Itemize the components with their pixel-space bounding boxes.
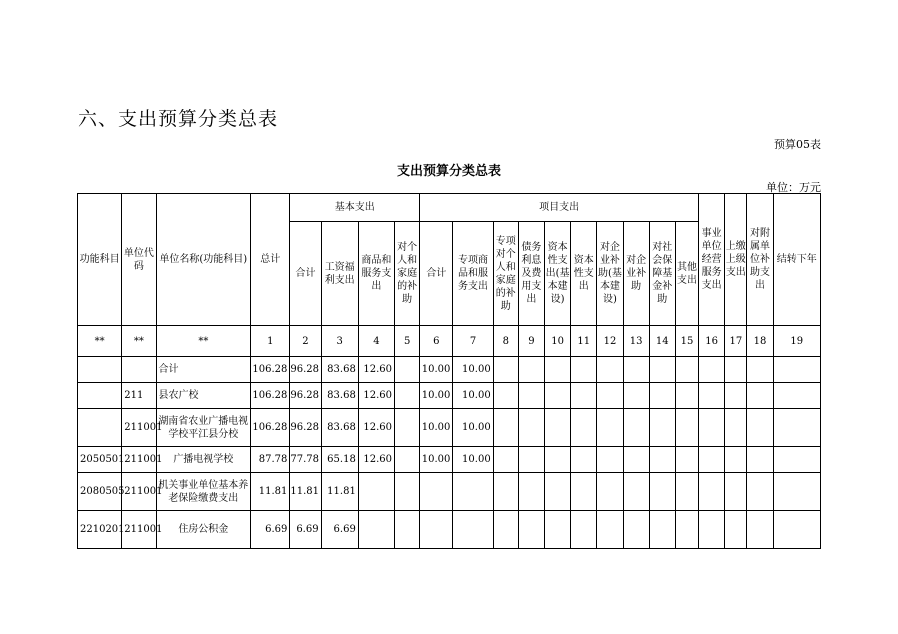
- table-row: [78, 473, 821, 511]
- value-cell: [725, 473, 747, 511]
- value-cell: [395, 511, 420, 549]
- value-cell: [518, 447, 544, 473]
- header-goods: 商品和服务支出: [358, 222, 394, 326]
- value-cell: 96.28: [290, 409, 321, 447]
- value-cell: 12.60: [358, 357, 394, 383]
- unit-label: 单位：万元: [766, 181, 821, 194]
- value-cell: [545, 383, 571, 409]
- value-cell: [699, 409, 725, 447]
- value-cell: [518, 511, 544, 549]
- index-cell: 11: [571, 326, 597, 357]
- value-cell: [773, 357, 820, 383]
- value-cell: 10.00: [420, 357, 453, 383]
- value-cell: 6.69: [251, 511, 290, 549]
- header-debt: 债务利息及费用支出: [518, 222, 544, 326]
- unit-name-cell: 合计: [156, 357, 251, 383]
- value-cell: [649, 447, 675, 473]
- index-cell: 3: [321, 326, 358, 357]
- header-proj-personal: 专项对个人和家庭的补助: [493, 222, 518, 326]
- header-wages: 工资福利支出: [321, 222, 358, 326]
- value-cell: 10.00: [420, 409, 453, 447]
- value-cell: [395, 473, 420, 511]
- header-basic: 基本支出: [290, 194, 420, 222]
- value-cell: [545, 409, 571, 447]
- index-cell: **: [156, 326, 251, 357]
- unit-code-cell: 211001: [122, 473, 156, 511]
- table-row: [78, 511, 821, 549]
- header-other: 其他支出: [675, 222, 698, 326]
- index-cell: 1: [251, 326, 290, 357]
- index-cell: 13: [623, 326, 649, 357]
- header-capital: 资本性支出: [571, 222, 597, 326]
- header-row-1: [78, 194, 821, 222]
- value-cell: [493, 357, 518, 383]
- index-row: [78, 326, 821, 357]
- value-cell: [773, 383, 820, 409]
- header-proj-total: 合计: [420, 222, 453, 326]
- value-cell: 65.18: [321, 447, 358, 473]
- index-cell: **: [78, 326, 122, 357]
- value-cell: [493, 383, 518, 409]
- value-cell: [493, 473, 518, 511]
- value-cell: [623, 409, 649, 447]
- value-cell: 11.81: [251, 473, 290, 511]
- unit-code-cell: 211: [122, 383, 156, 409]
- value-cell: 12.60: [358, 409, 394, 447]
- value-cell: 10.00: [453, 409, 493, 447]
- index-cell: 17: [725, 326, 747, 357]
- table-row: [78, 447, 821, 473]
- value-cell: [773, 511, 820, 549]
- value-cell: [571, 473, 597, 511]
- value-cell: [358, 473, 394, 511]
- unit-name-cell: 县农广校: [156, 383, 251, 409]
- value-cell: [747, 447, 773, 473]
- value-cell: [675, 511, 698, 549]
- value-cell: [597, 409, 623, 447]
- index-cell: 5: [395, 326, 420, 357]
- value-cell: 6.69: [290, 511, 321, 549]
- value-cell: [518, 357, 544, 383]
- value-cell: [571, 357, 597, 383]
- value-cell: 83.68: [321, 409, 358, 447]
- value-cell: [725, 357, 747, 383]
- value-cell: [518, 383, 544, 409]
- value-cell: [453, 511, 493, 549]
- value-cell: [493, 511, 518, 549]
- func-code-cell: 2080505: [78, 473, 122, 511]
- value-cell: [649, 511, 675, 549]
- unit-name-cell: 机关事业单位基本养老保险缴费支出: [156, 473, 251, 511]
- header-project: 项目支出: [420, 194, 699, 222]
- value-cell: 10.00: [453, 447, 493, 473]
- header-business: 事业单位经营服务支出: [699, 194, 725, 326]
- header-capital-build: 资本性支出(基本建设): [545, 222, 571, 326]
- index-cell: 6: [420, 326, 453, 357]
- value-cell: [545, 447, 571, 473]
- value-cell: [518, 409, 544, 447]
- value-cell: 10.00: [420, 447, 453, 473]
- value-cell: 11.81: [321, 473, 358, 511]
- unit-code-cell: [122, 357, 156, 383]
- budget-table: [77, 193, 821, 549]
- index-cell: 4: [358, 326, 394, 357]
- value-cell: [649, 409, 675, 447]
- unit-name-cell: 住房公积金: [156, 511, 251, 549]
- header-unit-name: 单位名称(功能科目): [156, 194, 251, 326]
- index-cell: 9: [518, 326, 544, 357]
- value-cell: [395, 409, 420, 447]
- index-cell: **: [122, 326, 156, 357]
- value-cell: [675, 383, 698, 409]
- value-cell: 10.00: [453, 383, 493, 409]
- value-cell: [773, 409, 820, 447]
- index-cell: 16: [699, 326, 725, 357]
- value-cell: 87.78: [251, 447, 290, 473]
- value-cell: 96.28: [290, 383, 321, 409]
- index-cell: 14: [649, 326, 675, 357]
- value-cell: [420, 473, 453, 511]
- value-cell: [545, 511, 571, 549]
- value-cell: [493, 409, 518, 447]
- value-cell: [597, 447, 623, 473]
- value-cell: 10.00: [453, 357, 493, 383]
- value-cell: [493, 447, 518, 473]
- value-cell: [747, 357, 773, 383]
- unit-code-cell: 211001: [122, 409, 156, 447]
- value-cell: [571, 409, 597, 447]
- value-cell: [725, 511, 747, 549]
- value-cell: [597, 511, 623, 549]
- func-code-cell: [78, 383, 122, 409]
- func-code-cell: 2210201: [78, 511, 122, 549]
- value-cell: 106.28: [251, 383, 290, 409]
- value-cell: [571, 447, 597, 473]
- value-cell: [747, 511, 773, 549]
- header-subsidiary: 对附属单位补助支出: [747, 194, 773, 326]
- value-cell: 106.28: [251, 357, 290, 383]
- header-unit-code: 单位代码: [122, 194, 156, 326]
- value-cell: [453, 473, 493, 511]
- unit-code-cell: 211001: [122, 511, 156, 549]
- index-cell: 2: [290, 326, 321, 357]
- value-cell: [571, 383, 597, 409]
- value-cell: [395, 447, 420, 473]
- value-cell: 12.60: [358, 383, 394, 409]
- value-cell: [773, 447, 820, 473]
- value-cell: [358, 511, 394, 549]
- value-cell: [545, 357, 571, 383]
- value-cell: [699, 357, 725, 383]
- value-cell: [725, 383, 747, 409]
- value-cell: 6.69: [321, 511, 358, 549]
- value-cell: 12.60: [358, 447, 394, 473]
- unit-name-cell: 广播电视学校: [156, 447, 251, 473]
- index-cell: 7: [453, 326, 493, 357]
- table-body: [78, 326, 821, 549]
- value-cell: [623, 511, 649, 549]
- value-cell: [623, 357, 649, 383]
- table-row: [78, 357, 821, 383]
- value-cell: [395, 383, 420, 409]
- header-personal: 对个人和家庭的补助: [395, 222, 420, 326]
- value-cell: [747, 409, 773, 447]
- value-cell: [649, 473, 675, 511]
- index-cell: 8: [493, 326, 518, 357]
- index-cell: 10: [545, 326, 571, 357]
- value-cell: [395, 357, 420, 383]
- value-cell: [675, 473, 698, 511]
- index-cell: 18: [747, 326, 773, 357]
- value-cell: [623, 383, 649, 409]
- value-cell: [725, 447, 747, 473]
- func-code-cell: [78, 357, 122, 383]
- header-total: 总计: [251, 194, 290, 326]
- index-cell: 12: [597, 326, 623, 357]
- unit-code-cell: 211001: [122, 447, 156, 473]
- value-cell: [773, 473, 820, 511]
- value-cell: [649, 383, 675, 409]
- value-cell: [623, 447, 649, 473]
- header-func-code: 功能科目: [78, 194, 122, 326]
- value-cell: [545, 473, 571, 511]
- value-cell: [597, 383, 623, 409]
- header-social: 对社会保障基金补助: [649, 222, 675, 326]
- value-cell: 77.78: [290, 447, 321, 473]
- value-cell: [675, 409, 698, 447]
- func-code-cell: [78, 409, 122, 447]
- value-cell: [747, 383, 773, 409]
- value-cell: [725, 409, 747, 447]
- value-cell: [699, 447, 725, 473]
- value-cell: [699, 511, 725, 549]
- value-cell: [571, 511, 597, 549]
- value-cell: [675, 357, 698, 383]
- value-cell: 10.00: [420, 383, 453, 409]
- table-row: [78, 409, 821, 447]
- value-cell: 96.28: [290, 357, 321, 383]
- value-cell: [623, 473, 649, 511]
- value-cell: [747, 473, 773, 511]
- value-cell: 11.81: [290, 473, 321, 511]
- header-proj-goods: 专项商品和服务支出: [453, 222, 493, 326]
- header-carryover: 结转下年: [773, 194, 820, 326]
- value-cell: [699, 473, 725, 511]
- header-enterprise-build: 对企业补助(基本建设): [597, 222, 623, 326]
- value-cell: [597, 357, 623, 383]
- value-cell: [420, 511, 453, 549]
- header-basic-total: 合计: [290, 222, 321, 326]
- table-row: [78, 383, 821, 409]
- form-number: 预算05表: [774, 138, 821, 151]
- header-enterprise: 对企业补助: [623, 222, 649, 326]
- section-title: 六、支出预算分类总表: [78, 108, 279, 130]
- index-cell: 19: [773, 326, 820, 357]
- index-cell: 15: [675, 326, 698, 357]
- value-cell: 83.68: [321, 383, 358, 409]
- table-title: 支出预算分类总表: [396, 164, 501, 179]
- unit-name-cell: 湖南省农业广播电视学校平江县分校: [156, 409, 251, 447]
- value-cell: 83.68: [321, 357, 358, 383]
- value-cell: [649, 357, 675, 383]
- func-code-cell: 2050501: [78, 447, 122, 473]
- value-cell: [675, 447, 698, 473]
- header-upper: 上缴上级支出: [725, 194, 747, 326]
- value-cell: [597, 473, 623, 511]
- value-cell: 106.28: [251, 409, 290, 447]
- value-cell: [518, 473, 544, 511]
- value-cell: [699, 383, 725, 409]
